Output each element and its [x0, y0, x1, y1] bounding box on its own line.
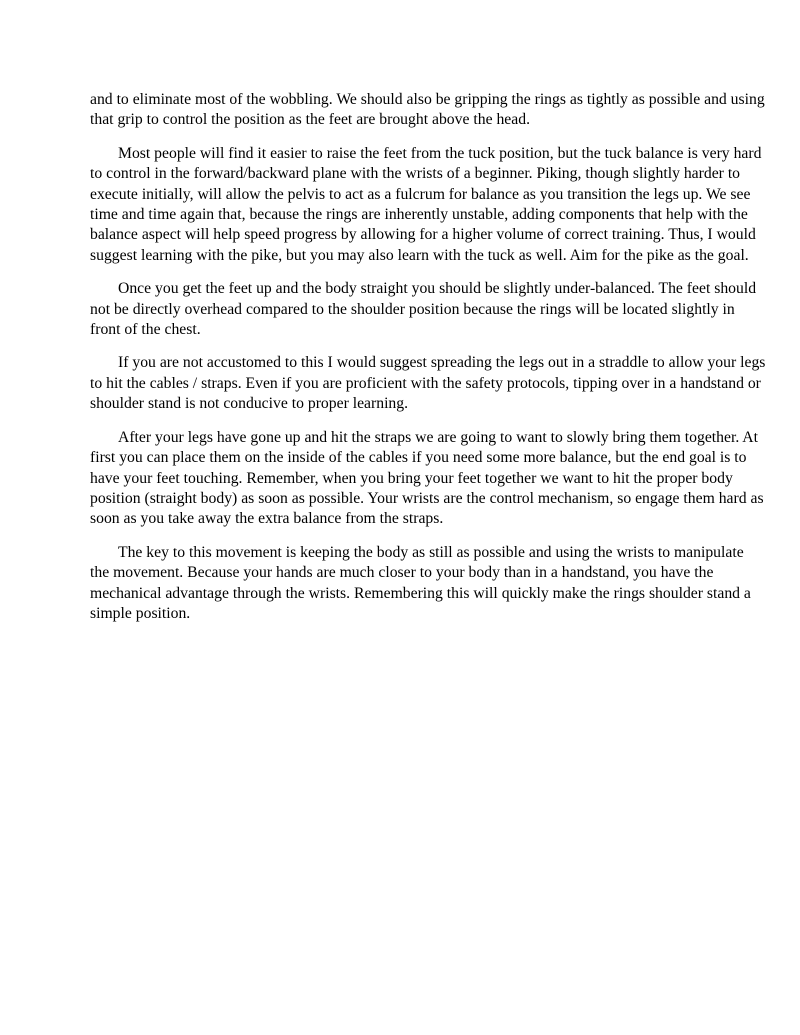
paragraph-wobbling-continuation: and to eliminate most of the wobbling. We should also be gripping the rings as tightly as possible and using that grip to control the position as the feet are brought above the head.	[90, 91, 765, 129]
paragraph-under-balanced: Once you get the feet up and the body straight you should be slightly under-balanced. The feet should not be directly overhead compared to the shoulder position because the rings will be located slightly in front of the chest.	[90, 280, 757, 339]
paragraph-tuck-vs-pike: Most people will find it easier to raise the feet from the tuck position, but the tuck balance is very hard to control in the forward/backward plane with the wrists of a beginner. Piking, though slightly harder to execute initially, will allow the pelvis to act as a fulcrum for balance as you transition the legs up. We see time and time again that, because the rings are inherently unstable, adding components that help with the balance aspect will help speed progress by allowing for a higher volume of correct training. Thus, I would suggest learning with the pike, but you may also learn with the tuck as well. Aim for the pike as the goal.	[90, 144, 762, 264]
paragraph-key-to-movement: The key to this movement is keeping the body as still as possible and using the wrists to manipulate the movement. Because your hands are much closer to your body than in a handstand, you have the mechanical advantage through the wrists. Remembering this will quickly make the rings shoulder stand a simple position.	[90, 543, 751, 622]
paragraph-legs-together: After your legs have gone up and hit the straps we are going to want to slowly bring them together. At first you can place them on the inside of the cables if you need some more balance, but the end goal is to have your feet touching. Remember, when you bring your feet together we want to hit the proper body position (straight body) as soon as possible. Your wrists are the control mechanism, so engage them hard as soon as you take away the extra balance from the straps.	[90, 428, 764, 528]
paragraph-straddle-safety: If you are not accustomed to this I would suggest spreading the legs out in a straddle to allow your legs to hit the cables / straps. Even if you are proficient with the safety protocols, tipping over in a handstand or shoulder stand is not conducive to proper learning.	[90, 354, 766, 413]
